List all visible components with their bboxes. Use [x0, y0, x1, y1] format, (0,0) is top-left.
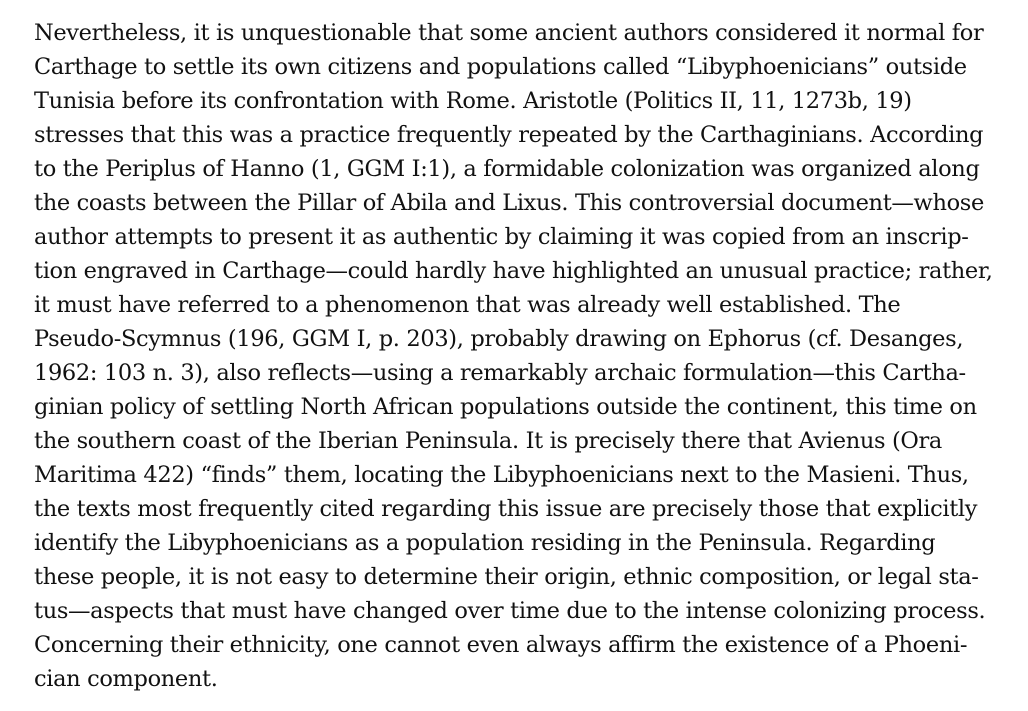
paragraph-line: the texts most frequently cited regarding this issue are precisely those that explicitly [34, 496, 978, 522]
paragraph-line: author attempts to present it as authentic by claiming it was copied from an inscrip- [34, 224, 969, 250]
paragraph-line: 1962: 103 n. 3), also reflects—using a remarkably archaic formulation—this Cartha- [34, 360, 966, 386]
paragraph-line: Tunisia before its confrontation with Rome. Aristotle (Politics II, 11, 1273b, 19) [34, 88, 912, 114]
body-paragraph [34, 16, 1014, 696]
paragraph-line: these people, it is not easy to determine their origin, ethnic composition, or legal sta- [34, 564, 979, 590]
paragraph-line: cian component. [34, 666, 218, 692]
paragraph-line: Nevertheless, it is unquestionable that some ancient authors considered it normal for [34, 20, 984, 46]
paragraph-line: the southern coast of the Iberian Peninsula. It is precisely there that Avienus (Ora [34, 428, 942, 454]
paragraph-line: Pseudo-Scymnus (196, GGM I, p. 203), probably drawing on Ephorus (cf. Desanges, [34, 326, 964, 352]
paragraph-line: ginian policy of settling North African populations outside the continent, this time on [34, 394, 977, 420]
paragraph-line: Maritima 422) “finds” them, locating the Libyphoenicians next to the Masieni. Thus, [34, 462, 969, 488]
paragraph-line: Concerning their ethnicity, one cannot even always affirm the existence of a Phoeni- [34, 632, 968, 658]
paragraph-line: the coasts between the Pillar of Abila and Lixus. This controversial document—whose [34, 190, 984, 216]
paragraph-line: identify the Libyphoenicians as a population residing in the Peninsula. Regarding [34, 530, 936, 556]
paragraph-line: to the Periplus of Hanno (1, GGM I:1), a formidable colonization was organized along [34, 156, 980, 182]
paragraph-line: stresses that this was a practice frequently repeated by the Carthaginians. According [34, 122, 984, 148]
paragraph-line: tus—aspects that must have changed over time due to the intense colonizing process. [34, 598, 986, 624]
paragraph-line: it must have referred to a phenomenon that was already well established. The [34, 292, 901, 318]
paragraph-line: tion engraved in Carthage—could hardly have highlighted an unusual practice; rather, [34, 258, 993, 284]
document-page [34, 16, 1014, 696]
paragraph-line: Carthage to settle its own citizens and populations called “Libyphoenicians” outside [34, 54, 967, 80]
